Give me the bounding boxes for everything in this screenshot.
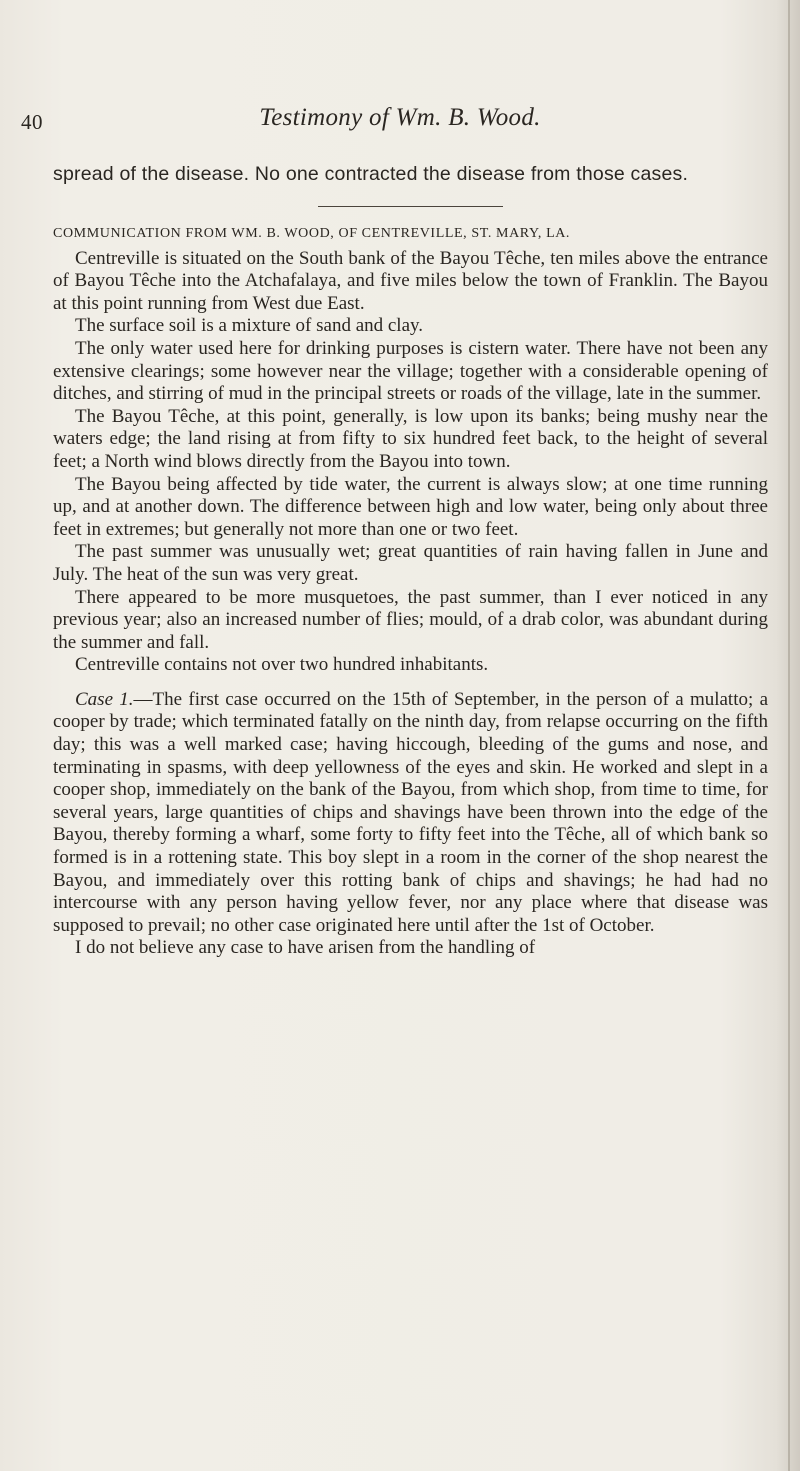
body-text [53, 163, 768, 960]
paragraph: The past summer was unusually wet; great quantities of rain having fallen in June and July. The heat of the sun was very great. [53, 541, 768, 585]
paragraph: The Bayou being affected by tide water, the current is always slow; at one time running up, and at another down. The difference between high and low water, being only about three feet in extremes; but generally not more than one or two feet. [53, 473, 768, 540]
paragraph: The surface soil is a mixture of sand and clay. [75, 315, 424, 337]
case-1-text: —The first case occurred on the 15th of September, in the person of a mulatto; a cooper by trade; which terminated fatally on the ninth day, from relapse occurring on the fifth day; this was a well marked case; having hiccough, bleeding of the gums and nose, and terminating in spasms, with deep yellowness of the eyes and skin. He worked and slept in a cooper shop, immediately on the bank of the Bayou, from which shop, from time to time, for several years, large quantities of chips and shavings have been thrown into the edge of the Bayou, thereby forming a wharf, some forty to fifty feet into the Têche, all of which bank so formed is in a rottening state. This boy slept in a room in the corner of the shop nearest the Bayou, and immediately over this rotting bank of chips and shavings; he had had no intercourse with any person having yellow fever, nor any place where that disease was supposed to prevail; no other case originated here until after the 1st of October. [53, 688, 769, 936]
section-divider [318, 206, 503, 207]
lead-section [53, 163, 768, 186]
case-1-paragraph [53, 689, 768, 938]
case-1-section [53, 689, 768, 960]
paragraph: Centreville contains not over two hundred inhabitants. [75, 654, 489, 676]
paragraph: I do not believe any case to have arisen from the handling of [75, 937, 536, 959]
page-number: 40 [21, 110, 43, 134]
communication-section [53, 223, 768, 677]
page-edge [788, 0, 790, 1471]
paragraph: The Bayou Têche, at this point, generally, is low upon its banks; being mushy near the waters edge; the land rising at from fifty to six hundred feet back, to the height of several feet; a North wind blows directly from the Bayou into town. [53, 405, 768, 472]
case-label: Case 1. [75, 688, 134, 710]
spacer [53, 677, 768, 689]
paragraph: There appeared to be more musquetoes, the past summer, than I ever noticed in any previous year; also an increased number of flies; mould, of a drab color, was abundant during the summer and fall. [53, 586, 768, 653]
running-head: Testimony of Wm. B. Wood. [259, 104, 541, 131]
paragraph: The only water used here for drinking purposes is cistern water. There have not been any extensive clearings; some however near the village; together with a considerable opening of ditches, and stirring of mud in the principal streets or roads of the village, late in the summer. [53, 337, 768, 405]
lead-paragraph: spread of the disease. No one contracted the disease from those cases. [53, 163, 689, 185]
section-heading: COMMUNICATION FROM WM. B. WOOD, OF CENTREVILLE, ST. MARY, LA. [53, 226, 571, 241]
paragraph: Centreville is situated on the South bank of the Bayou Têche, ten miles above the entrance of Bayou Têche into the Atchafalaya, and five miles below the town of Franklin. The Bayou at this point running from West due East. [53, 247, 768, 314]
